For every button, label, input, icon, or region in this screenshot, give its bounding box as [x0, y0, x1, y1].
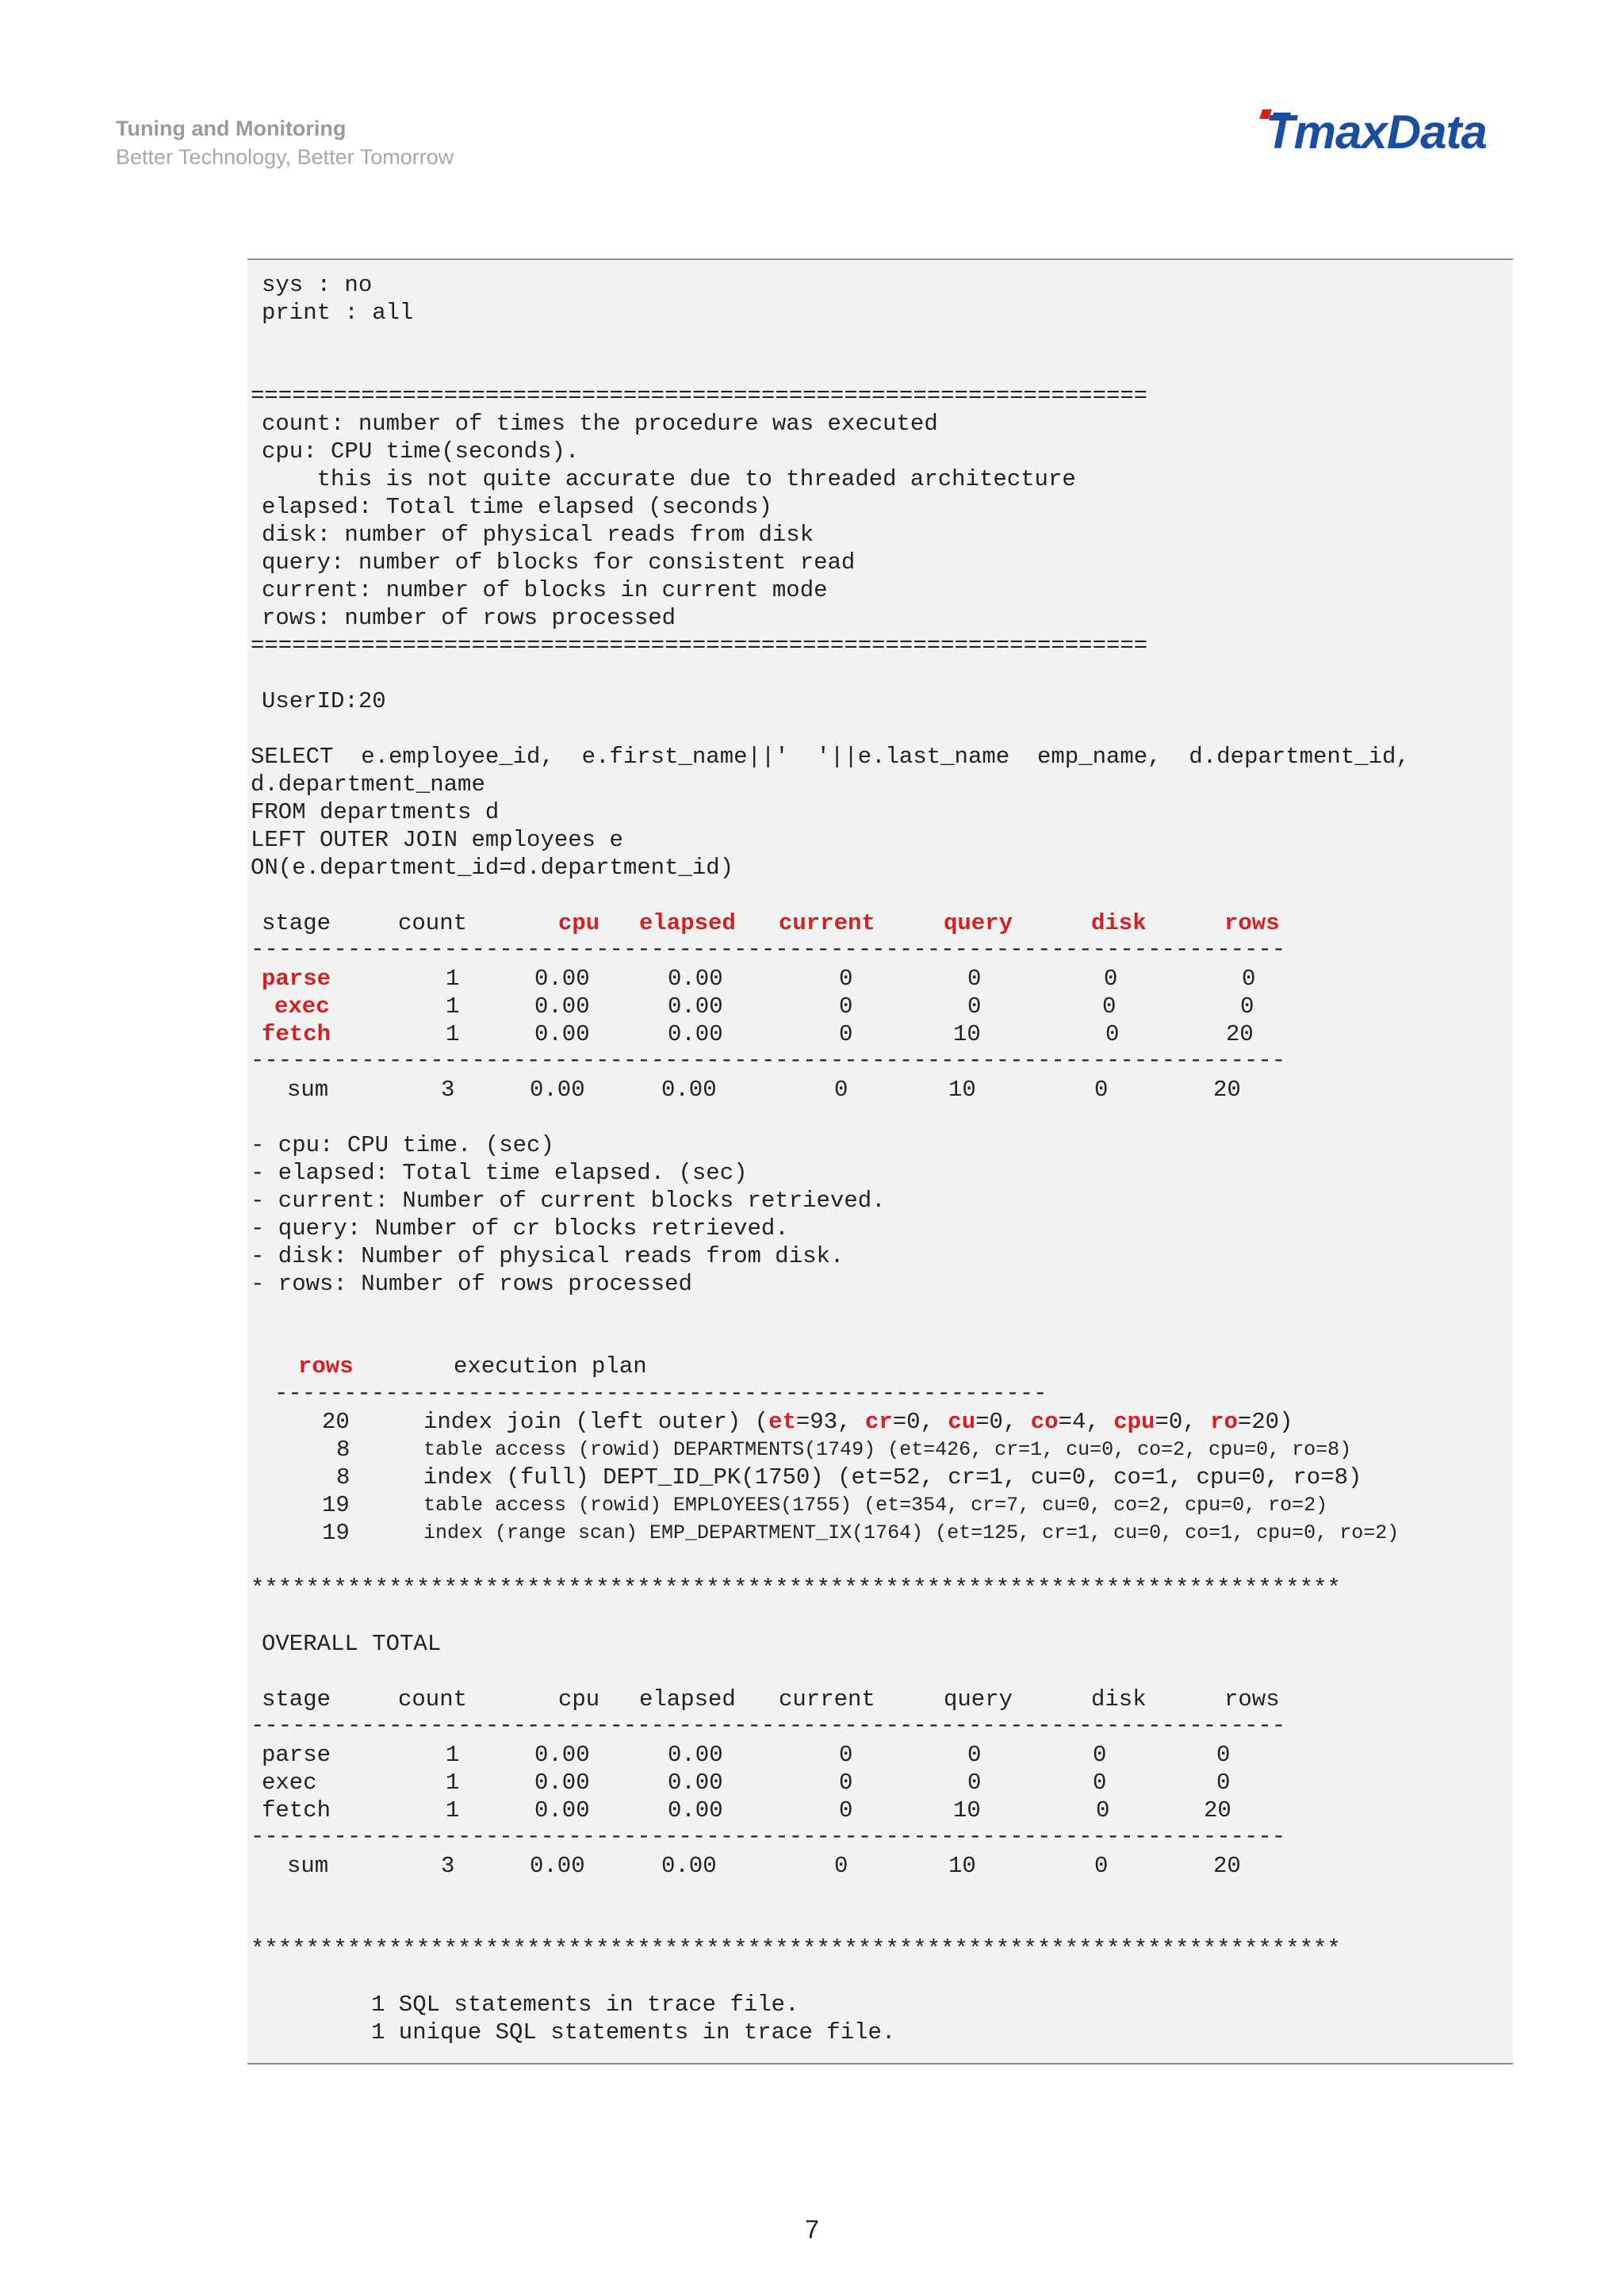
- table-cell: 0.00: [668, 1797, 723, 1823]
- legend-line: query: number of blocks for consistent read: [262, 549, 856, 576]
- note-line: - elapsed: Total time elapsed. (sec): [251, 1160, 748, 1186]
- table-cell: 1: [446, 1742, 460, 1768]
- table-cell: 0: [1096, 1797, 1110, 1823]
- table-cell: 3: [441, 1077, 455, 1103]
- table-row-stage: exec: [262, 1770, 317, 1796]
- table-cell: 0: [1104, 966, 1118, 992]
- separator-eq: =================================================================: [251, 383, 1148, 409]
- table-cell: 0: [839, 1797, 853, 1823]
- table-cell: 0.00: [661, 1077, 717, 1103]
- separator-star: *******************************************************************************: [251, 1575, 1341, 1601]
- note-line: - cpu: CPU time. (sec): [251, 1132, 554, 1158]
- table-header: query: [944, 910, 1013, 936]
- table-header: current: [779, 910, 875, 936]
- table-cell: 0.00: [668, 1742, 723, 1768]
- table-cell: 0: [839, 966, 853, 992]
- option-line: sys : no: [262, 272, 373, 298]
- sql-line: d.department_name: [251, 771, 485, 798]
- table-cell: 10: [953, 1797, 981, 1823]
- legend-line: disk: number of physical reads from disk: [262, 522, 814, 548]
- table-cell: 20: [1204, 1797, 1231, 1823]
- table-cell: 0.00: [534, 993, 590, 1020]
- sql-line: SELECT e.employee_id, e.first_name||' '||e.last_name emp_name, d.department_id,: [251, 744, 1410, 770]
- table-cell: 0: [839, 1021, 853, 1047]
- plan-row-op: index (full) DEPT_ID_PK(1750) (et=52, cr=1, cu=0, co=1, cpu=0, ro=8): [423, 1464, 1362, 1490]
- table-cell: 0: [1105, 1021, 1120, 1047]
- table-cell: 0.00: [668, 1770, 723, 1796]
- table-header: current: [779, 1686, 875, 1712]
- table-cell: 1: [446, 993, 460, 1020]
- table-cell: 0.00: [530, 1853, 585, 1879]
- trace-output-box: [247, 258, 1513, 2064]
- table-header: elapsed: [639, 910, 736, 936]
- plan-row-count: 20: [322, 1409, 350, 1435]
- table-cell: 0.00: [661, 1853, 717, 1879]
- logo-text: TmaxData: [1266, 105, 1487, 159]
- table-header: disk: [1091, 1686, 1147, 1712]
- table-row-stage: exec: [274, 993, 330, 1020]
- table-sum-label: sum: [287, 1853, 329, 1879]
- plan-row-count: 19: [322, 1520, 350, 1546]
- table-cell: 0: [834, 1853, 848, 1879]
- separator-dash: ---------------------------------------------------------------------------: [251, 1823, 1286, 1850]
- plan-header-plan: execution plan: [454, 1353, 647, 1380]
- table-cell: 0: [839, 1742, 853, 1768]
- footer-line: 1 unique SQL statements in trace file.: [371, 2019, 896, 2045]
- table-row-stage: parse: [262, 1742, 331, 1768]
- plan-row-op: table access (rowid) DEPARTMENTS(1749) (et=426, cr=1, cu=0, co=2, cpu=0, ro=8): [423, 1438, 1352, 1461]
- sql-line: ON(e.department_id=d.department_id): [251, 855, 734, 881]
- table-cell: 10: [948, 1853, 976, 1879]
- table-cell: 0.00: [668, 993, 723, 1020]
- table-cell: 0: [967, 993, 982, 1020]
- table-row-stage: parse: [262, 966, 331, 992]
- table-cell: 20: [1213, 1077, 1241, 1103]
- table-cell: 10: [948, 1077, 976, 1103]
- table-header: stage: [262, 1686, 331, 1712]
- note-line: - query: Number of cr blocks retrieved.: [251, 1215, 789, 1242]
- table-header: count: [398, 1686, 468, 1712]
- table-cell: 0: [834, 1077, 848, 1103]
- table-cell: 1: [446, 966, 460, 992]
- document-header: [116, 114, 454, 171]
- table-cell: 0: [1094, 1077, 1109, 1103]
- table-header: disk: [1091, 910, 1147, 936]
- separator-dash: ---------------------------------------------------------------------------: [251, 1712, 1286, 1739]
- table-cell: 0: [1242, 966, 1256, 992]
- table-cell: 20: [1213, 1853, 1241, 1879]
- note-line: - rows: Number of rows processed: [251, 1271, 692, 1297]
- plan-row-count: 19: [322, 1492, 350, 1518]
- table-cell: 0.00: [530, 1077, 585, 1103]
- sql-line: FROM departments d: [251, 799, 500, 825]
- separator-dash: ---------------------------------------------------------------------------: [251, 936, 1286, 962]
- legend-line: rows: number of rows processed: [262, 605, 676, 631]
- table-cell: 0: [1094, 1853, 1109, 1879]
- plan-row-op: index join (left outer) (et=93, cr=0, cu=0, co=4, cpu=0, ro=20): [423, 1409, 1293, 1435]
- table-cell: 10: [953, 1021, 981, 1047]
- table-cell: 0: [1093, 1770, 1107, 1796]
- table-cell: 0.00: [534, 1797, 590, 1823]
- table-cell: 1: [446, 1797, 460, 1823]
- table-cell: 0: [839, 993, 853, 1020]
- table-header: query: [944, 1686, 1013, 1712]
- option-line: print : all: [262, 300, 414, 326]
- legend-line: elapsed: Total time elapsed (seconds): [262, 494, 772, 520]
- table-cell: 0: [1093, 1742, 1107, 1768]
- separator-eq: =================================================================: [251, 633, 1148, 659]
- table-cell: 3: [441, 1853, 455, 1879]
- table-cell: 0.00: [668, 966, 723, 992]
- table-cell: 0: [967, 1770, 982, 1796]
- table-cell: 0.00: [534, 1770, 590, 1796]
- tmaxdata-logo: [1259, 106, 1513, 162]
- table-header: rows: [1224, 1686, 1280, 1712]
- table-header: stage: [262, 910, 331, 936]
- table-header: elapsed: [639, 1686, 736, 1712]
- overall-title: OVERALL TOTAL: [262, 1631, 442, 1657]
- table-cell: 0: [1216, 1770, 1231, 1796]
- footer-line: 1 SQL statements in trace file.: [371, 1992, 799, 2018]
- plan-row-op: index (range scan) EMP_DEPARTMENT_IX(1764) (et=125, cr=1, cu=0, co=1, cpu=0, ro=2): [423, 1521, 1400, 1544]
- legend-line: this is not quite accurate due to threaded architecture: [262, 466, 1076, 492]
- table-header: rows: [1224, 910, 1280, 936]
- table-cell: 0: [967, 966, 982, 992]
- table-cell: 0.00: [534, 966, 590, 992]
- table-row-stage: fetch: [262, 1021, 331, 1047]
- header-title: Tuning and Monitoring: [116, 117, 347, 140]
- legend-line: cpu: CPU time(seconds).: [262, 438, 580, 465]
- table-cell: 0.00: [534, 1742, 590, 1768]
- plan-separator: --------------------------------------------------------: [274, 1380, 1048, 1406]
- table-cell: 0: [1102, 993, 1116, 1020]
- separator-dash: ---------------------------------------------------------------------------: [251, 1047, 1286, 1073]
- plan-row-count: 8: [336, 1464, 350, 1490]
- table-cell: 0: [839, 1770, 853, 1796]
- legend-line: current: number of blocks in current mode: [262, 577, 828, 603]
- table-cell: 0: [1240, 993, 1254, 1020]
- table-cell: 0.00: [668, 1021, 723, 1047]
- table-cell: 1: [446, 1021, 460, 1047]
- table-header: cpu: [558, 1686, 600, 1712]
- table-cell: 20: [1226, 1021, 1254, 1047]
- user-id: UserID:20: [262, 688, 386, 714]
- note-line: - current: Number of current blocks retrieved.: [251, 1188, 886, 1214]
- table-cell: 0: [1216, 1742, 1231, 1768]
- table-sum-label: sum: [287, 1077, 329, 1103]
- table-cell: 0: [967, 1742, 982, 1768]
- table-row-stage: fetch: [262, 1797, 331, 1823]
- plan-row-op: table access (rowid) EMPLOYEES(1755) (et=354, cr=7, cu=0, co=2, cpu=0, ro=2): [423, 1494, 1328, 1517]
- plan-header-rows: rows: [298, 1353, 354, 1380]
- table-header: cpu: [558, 910, 600, 936]
- legend-line: count: number of times the procedure was executed: [262, 411, 938, 437]
- plan-row-count: 8: [336, 1437, 350, 1463]
- sql-line: LEFT OUTER JOIN employees e: [251, 827, 623, 853]
- separator-star: *******************************************************************************: [251, 1936, 1341, 1962]
- table-cell: 0.00: [534, 1021, 590, 1047]
- table-header: count: [398, 910, 468, 936]
- header-subtitle: Better Technology, Better Tomorrow: [116, 145, 454, 169]
- page-number: 7: [805, 2215, 819, 2244]
- note-line: - disk: Number of physical reads from disk.: [251, 1243, 845, 1269]
- table-cell: 1: [446, 1770, 460, 1796]
